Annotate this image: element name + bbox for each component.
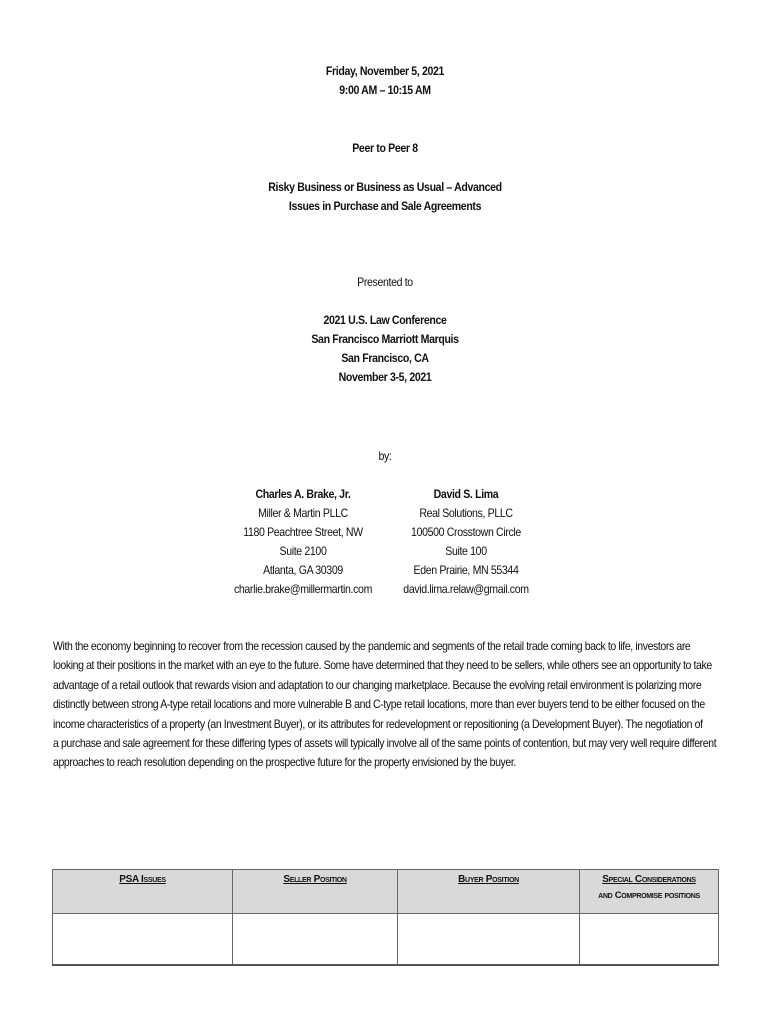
session-name: Peer to Peer 8 [352,141,418,155]
header-label: Buyer Position [458,874,519,885]
header-special-considerations [580,870,719,914]
author-suite: Suite 2100 [279,544,327,558]
table-header-row [53,870,719,914]
session-block [46,139,724,158]
author-email[interactable]: david.lima.relaw@gmail.com [403,582,529,596]
author-street: 100500 Crosstown Circle [411,525,521,539]
intro-line: advantage of a retail outlook that rewards vision and adaptation to our changing marketplace. Because the evolving retail environment is polarizing more [53,677,702,692]
intro-paragraph [53,637,719,773]
author-name: David S. Lima [433,487,499,501]
intro-line: approaches to reach resolution depending on the prospective future for the property envisioned by the buyer. [53,755,516,770]
intro-line: looking at their positions in the market with an eye to the future. Some have determined that they need to be sellers, while others see an opportunity to take [53,658,712,673]
psa-issues-table [52,869,719,966]
header-label: Special Considerations [602,874,696,885]
author-firm: Real Solutions, PLLC [419,506,513,520]
session-title-line1: Risky Business or Business as Usual – Advanced [268,180,502,194]
table-cell[interactable] [580,914,719,966]
presented-to-label [46,273,724,292]
header-label: and Compromise positions [598,890,700,901]
table-cell[interactable] [53,914,233,966]
event-time: 9:00 AM – 10:15 AM [339,83,431,97]
author-email[interactable]: charlie.brake@millermartin.com [233,582,373,596]
author-suite: Suite 100 [445,544,487,558]
author-firm: Miller & Martin PLLC [258,506,348,520]
author-city: Atlanta, GA 30309 [263,563,343,577]
session-title [46,178,724,216]
table-row [53,914,719,966]
intro-line: a purchase and sale agreement for these differing types of assets will typically involve all of the same points of contention, but may very well require different [53,735,717,750]
intro-line: income characteristics of a property (an Investment Buyer), or its attributes for redevelopment or repositioning (a Development Buyer). The negotiation of [53,716,703,731]
author-block-1 [224,485,382,599]
by-label-text: by: [378,449,392,463]
conference-block [46,311,724,387]
author-name: Charles A. Brake, Jr. [255,487,351,501]
author-block-2 [387,485,545,599]
table-cell[interactable] [398,914,580,966]
header-psa-issues [53,870,233,914]
conference-dates: November 3-5, 2021 [338,370,432,384]
conference-venue: San Francisco Marriott Marquis [311,332,459,346]
author-city: Eden Prairie, MN 55344 [413,563,519,577]
intro-line: distinctly between strong A-type retail locations and more vulnerable B and C-type retail locations, more than ever buyers tend to be either focused on the [53,697,705,712]
conference-city: San Francisco, CA [341,351,429,365]
header-buyer-position [398,870,580,914]
intro-line: With the economy beginning to recover from the recession caused by the pandemic and segments of the retail trade coming back to life, investors are [53,639,691,653]
presented-label-text: Presented to [357,275,413,289]
event-date: Friday, November 5, 2021 [325,64,445,78]
conference-name: 2021 U.S. Law Conference [323,313,447,327]
header-seller-position [233,870,398,914]
header-label: PSA Issues [119,874,166,885]
event-date-block [46,62,724,100]
author-street: 1180 Peachtree Street, NW [243,525,363,539]
table-cell[interactable] [233,914,398,966]
by-label [46,447,724,466]
header-label: Seller Position [283,874,347,885]
session-title-line2: Issues in Purchase and Sale Agreements [288,199,482,213]
